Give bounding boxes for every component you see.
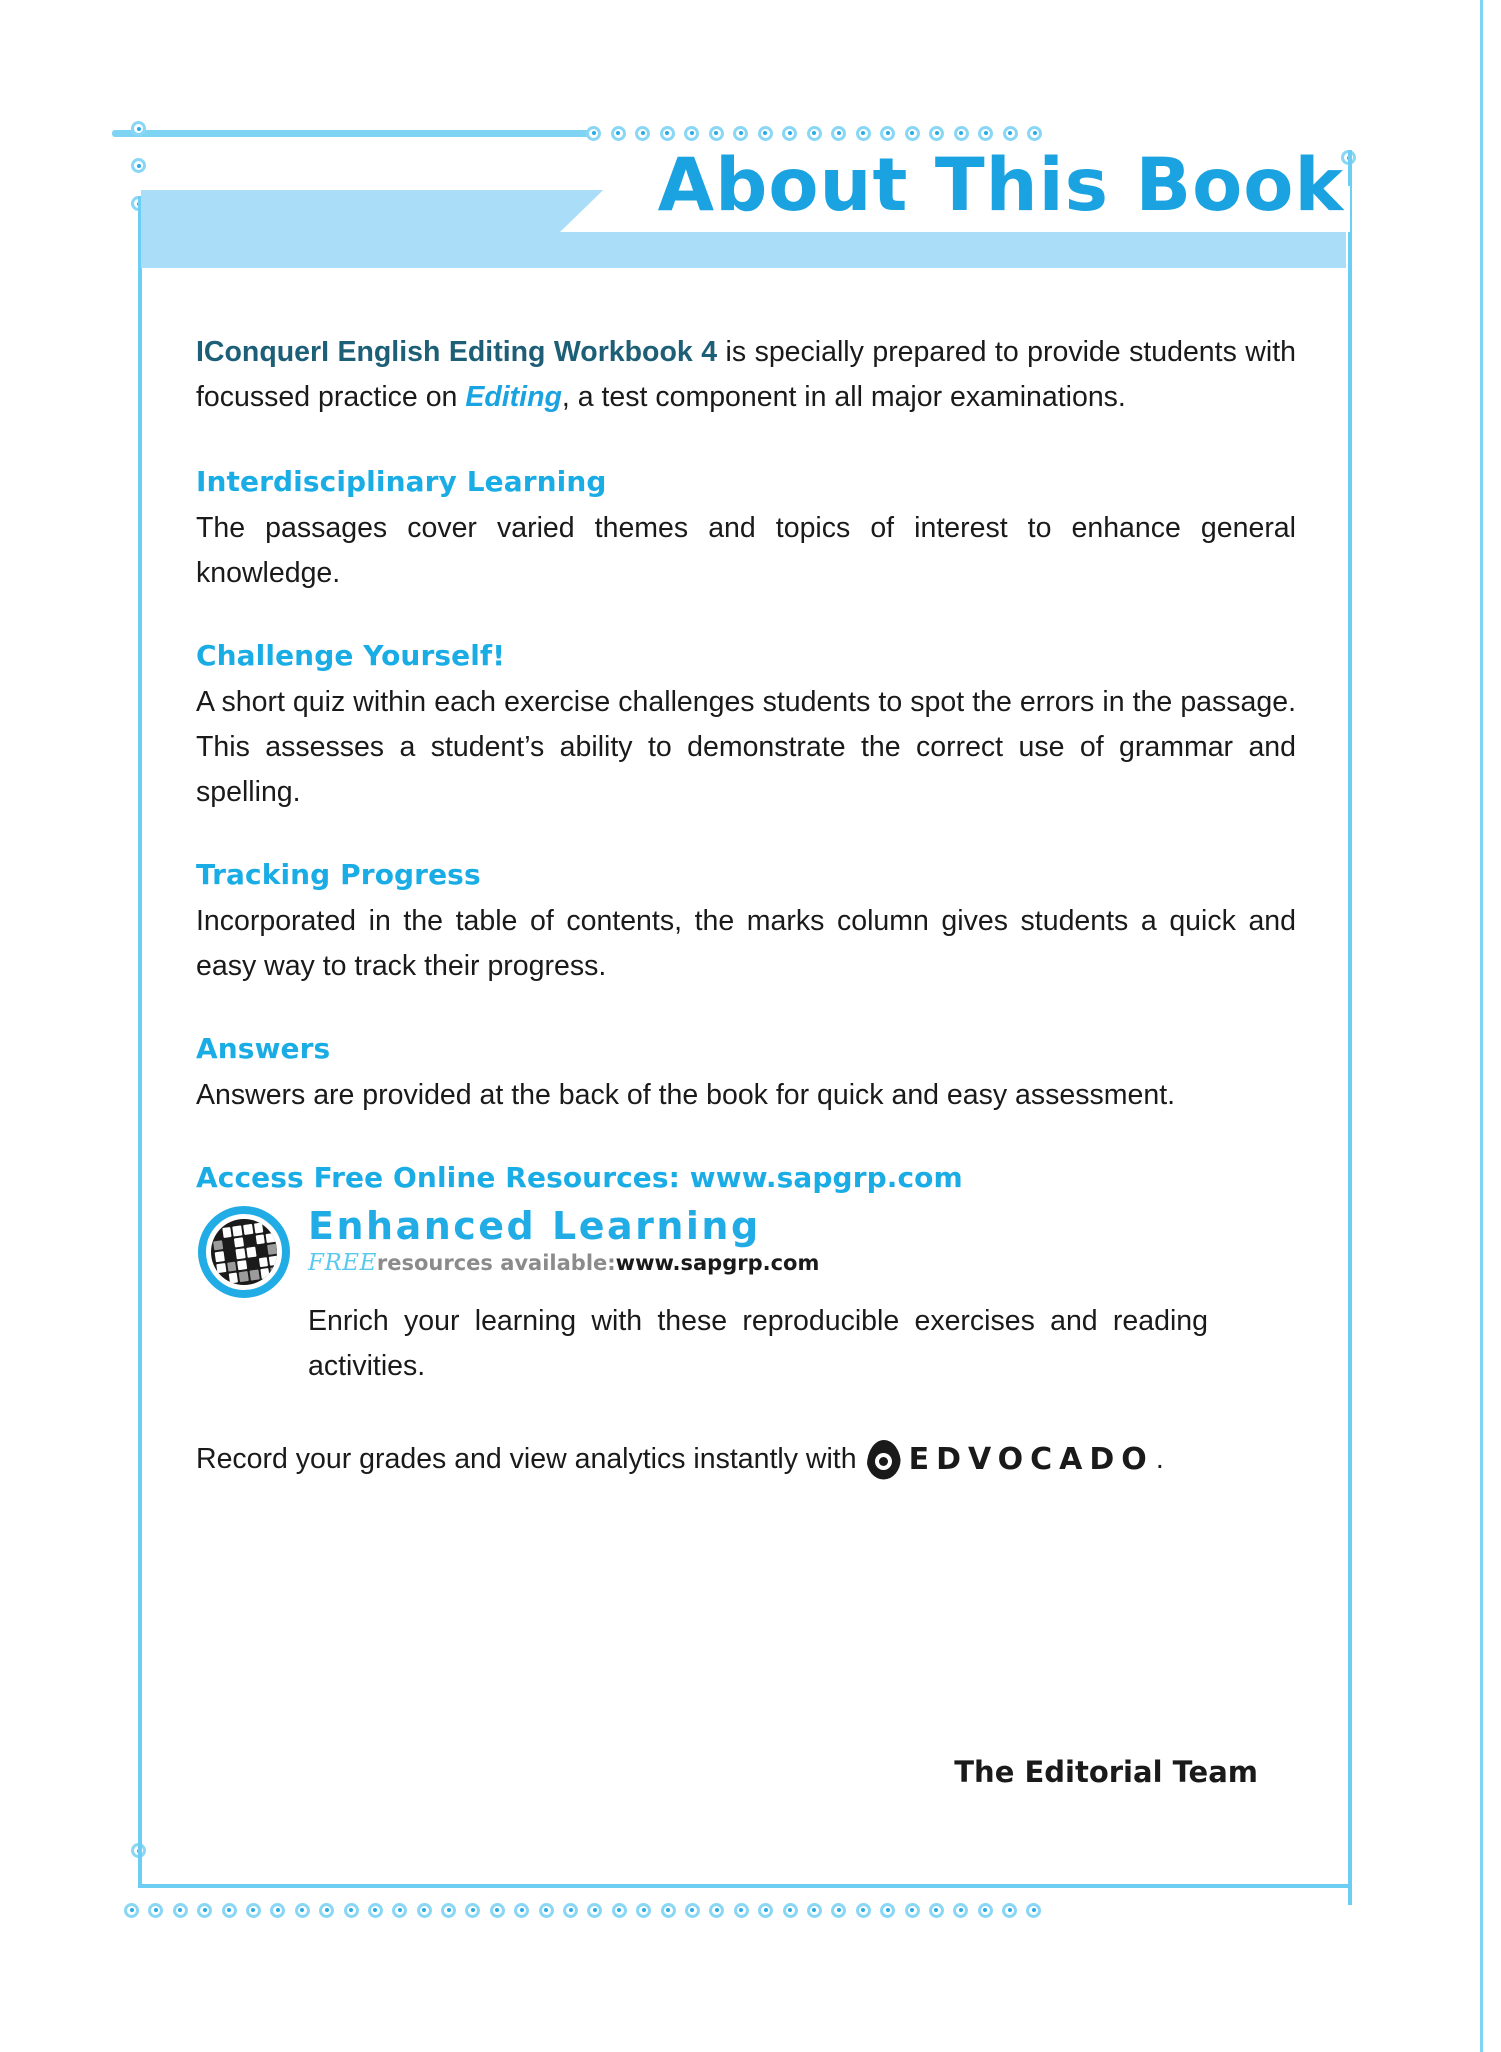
decorative-dot: [807, 126, 822, 141]
section-body: Incorporated in the table of contents, the marks column gives students a quick and easy way to track their progress.: [196, 905, 1296, 982]
decorative-dot: [953, 1903, 968, 1918]
decorative-dot: [733, 126, 748, 141]
decorative-dot: [831, 126, 846, 141]
decorative-dot: [880, 1903, 895, 1918]
decorative-dot: [490, 1903, 505, 1918]
decorative-dot: [392, 1903, 407, 1918]
decorative-dot: [148, 1903, 163, 1918]
editing-emphasis: Editing: [465, 381, 562, 413]
resources-available-label: resources available:: [376, 1251, 616, 1275]
decorative-dot: [954, 126, 969, 141]
decorative-dot: [831, 1903, 846, 1918]
decorative-dot: [417, 1903, 432, 1918]
decorative-dot: [465, 1903, 480, 1918]
decorative-dot: [636, 1903, 651, 1918]
decorative-dot: [978, 126, 993, 141]
bottom-dot-row: [124, 1900, 1042, 1920]
corner-dot-left-upper: [131, 158, 146, 173]
edvocado-period: .: [1155, 1443, 1164, 1475]
decorative-dot: [270, 1903, 285, 1918]
enhanced-learning-description: Enrich your learning with these reproducible exercises and reading activities.: [308, 1305, 1208, 1382]
edvocado-line: [196, 1437, 1296, 1482]
decorative-dot: [295, 1903, 310, 1918]
book-title-text: IConquerI English Editing Workbook 4: [196, 336, 718, 368]
section-heading: Tracking Progress: [196, 858, 481, 891]
decorative-dot: [222, 1903, 237, 1918]
decorative-dot: [246, 1903, 261, 1918]
decorative-dot: [173, 1903, 188, 1918]
decorative-dot: [124, 1903, 139, 1918]
decorative-dot: [709, 1903, 724, 1918]
decorative-dot: [612, 1903, 627, 1918]
decorative-dot: [344, 1903, 359, 1918]
decorative-dot: [807, 1903, 822, 1918]
decorative-dot: [635, 126, 650, 141]
decorative-dot: [783, 1903, 798, 1918]
section-interdisciplinary-learning: [196, 462, 1296, 596]
decorative-dot: [368, 1903, 383, 1918]
decorative-dot: [1026, 1903, 1041, 1918]
page-edge-rule: [1480, 0, 1483, 2052]
decorative-dot: [539, 1903, 554, 1918]
top-solid-bar: [112, 130, 590, 137]
editorial-signature: The Editorial Team: [954, 1755, 1258, 1789]
bottom-horizontal-rule: [138, 1884, 1352, 1888]
section-answers: [196, 1029, 1296, 1118]
decorative-dot: [782, 126, 797, 141]
decorative-dot: [586, 126, 601, 141]
decorative-dot: [1027, 126, 1042, 141]
section-body: Answers are provided at the back of the book for quick and easy assessment.: [196, 1079, 1176, 1111]
decorative-dot: [929, 1903, 944, 1918]
online-resources-heading[interactable]: Access Free Online Resources: www.sapgrp.com: [196, 1161, 963, 1194]
section-online-resources: [196, 1158, 1296, 1389]
decorative-dot: [611, 126, 626, 141]
decorative-dot: [319, 1903, 334, 1918]
decorative-dot: [197, 1903, 212, 1918]
decorative-dot: [880, 126, 895, 141]
resources-url[interactable]: www.sapgrp.com: [615, 1251, 820, 1275]
lead-text-part-1: is specially prepared to provide students with focussed practice on: [196, 336, 1296, 413]
decorative-dot: [758, 126, 773, 141]
decorative-dot: [1002, 1903, 1017, 1918]
decorative-dot: [856, 1903, 871, 1918]
decorative-dot: [514, 1903, 529, 1918]
section-body: The passages cover varied themes and topics of interest to enhance general knowledge.: [196, 512, 1296, 589]
film-reel-circle-icon: [198, 1206, 290, 1298]
enhanced-learning-title: Enhanced Learning: [308, 1204, 761, 1248]
header-notch: [141, 190, 571, 230]
section-heading: Answers: [196, 1032, 331, 1065]
free-label: FREE: [308, 1250, 377, 1276]
top-dot-row: [586, 123, 1042, 143]
right-vertical-rule: [1348, 150, 1352, 1905]
decorative-dot: [709, 126, 724, 141]
decorative-dot: [905, 126, 920, 141]
decorative-dot: [758, 1903, 773, 1918]
lead-text-part-2: , a test component in all major examinations.: [561, 381, 1126, 413]
section-heading: Challenge Yourself!: [196, 639, 506, 672]
decorative-dot: [660, 126, 675, 141]
edvocado-brand: EDVOCADO: [908, 1442, 1154, 1477]
section-challenge-yourself: [196, 636, 1296, 815]
enhanced-learning-subtitle: [308, 1249, 1296, 1277]
decorative-dot: [978, 1903, 993, 1918]
decorative-dot: [587, 1903, 602, 1918]
corner-dot-top-left: [131, 121, 146, 136]
decorative-dot: [684, 126, 699, 141]
decorative-dot: [929, 126, 944, 141]
decorative-dot: [661, 1903, 676, 1918]
section-heading: Interdisciplinary Learning: [196, 465, 607, 498]
page-title: About This Book: [657, 143, 1344, 228]
decorative-dot: [856, 126, 871, 141]
enhanced-learning-block: [196, 1202, 1296, 1389]
left-vertical-rule: [138, 196, 142, 1886]
enhanced-learning-text: [308, 1202, 1296, 1277]
avocado-icon: [867, 1440, 901, 1480]
decorative-dot: [1003, 126, 1018, 141]
section-body: A short quiz within each exercise challenges students to spot the errors in the passage. This assesses a student’s ability to demonstrate the correct use of grammar and spelling.: [196, 686, 1296, 808]
lead-paragraph: [196, 330, 1296, 420]
decorative-dot: [441, 1903, 456, 1918]
content-body: [196, 330, 1296, 1482]
decorative-dot: [563, 1903, 578, 1918]
decorative-dot: [685, 1903, 700, 1918]
decorative-dot: [734, 1903, 749, 1918]
section-tracking-progress: [196, 855, 1296, 989]
edvocado-lead-text: Record your grades and view analytics instantly with: [196, 1443, 857, 1475]
decorative-dot: [905, 1903, 920, 1918]
